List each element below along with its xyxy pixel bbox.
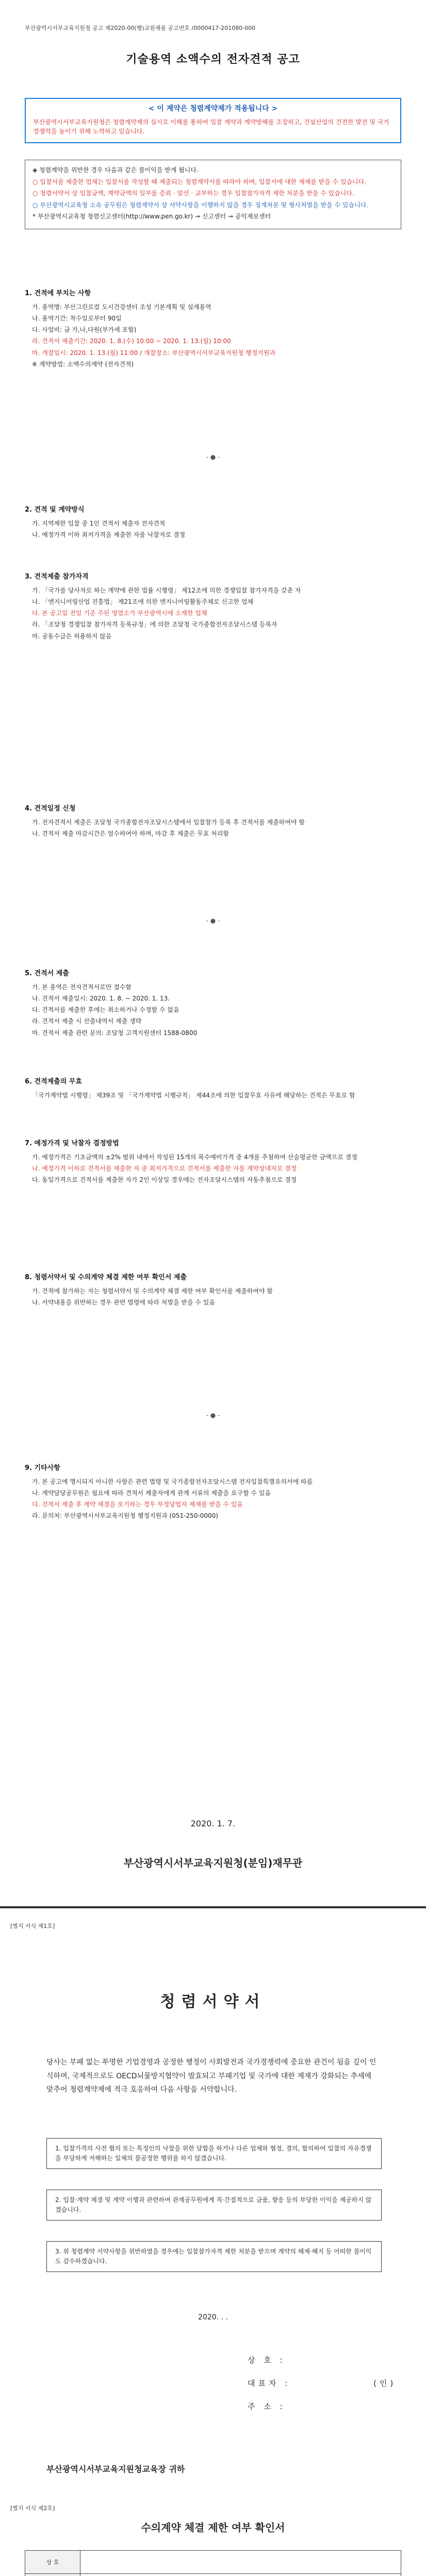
pledge-recipient: 부산광역시서부교육지원청교육장 귀하 <box>46 2464 185 2474</box>
notice-heading: < 이 계약은 청렴계약제가 적용됩니다 > <box>148 105 278 113</box>
section-title: 5. 견적서 제출 <box>25 970 69 977</box>
section-title: 4. 견적일정 신청 <box>25 805 76 812</box>
intro-line: ◈ 청렴계약을 위반한 경우 다음과 같은 불이익을 받게 됩니다. <box>32 166 199 174</box>
page-divider <box>0 1906 426 1908</box>
section-5 <box>25 969 401 1040</box>
section-6 <box>25 1077 401 1102</box>
intro-line: ○ 청렴서약서 상 입찰금액, 계약금액의 일부를 증뢰 · 알선 · 교부하는 경우 입찰참가자격 제한 처분을 받을 수 있습니다. <box>32 190 354 197</box>
pledge-title: 청렴서약서 <box>160 1993 266 2011</box>
section-line: 나. 용역기간: 착수일로부터 90일 <box>32 314 122 322</box>
row-label <box>25 2574 80 2576</box>
section-line: ※ 계약방법: 소액수의계약 (전자견적) <box>32 360 134 368</box>
signature-address-label: 주 소 : <box>248 2402 286 2411</box>
section-line: 마. 개찰일시: 2020. 1. 13.(월) 11:00 / 개찰장소: 부산광역시서부교육지원청 행정지원과 <box>32 349 276 357</box>
section-line: 나. 견적서 제출 마감시간은 엄수하여야 하며, 마감 후 제출은 무효 처리함 <box>32 829 229 837</box>
intro-line: * 부산광역시교육청 청렴신고센터(http://www.pen.go.kr) → 신고센터 → 공익제보센터 <box>32 213 271 221</box>
section-line: 나. 예정가격 이하로 견적서를 제출한 자 중 최저가격으로 견적서를 제출한 자를 계약상대자로 결정 <box>32 1164 297 1172</box>
section-line: 가. 지역제한 입찰 중 1인 견적서 제출자 전자견적 <box>32 519 166 527</box>
page-separator: - ● - <box>206 1412 220 1419</box>
intro-line: ○ 입찰서를 제출한 업체는 입찰서를 작성할 때 제출되는 청렴계약서를 따라야 하며, 입찰서에 대한 제재를 받을 수 있습니다. <box>32 178 367 185</box>
issuing-organization: 부산광역시서부교육지원청(분임)재무관 <box>123 1857 303 1869</box>
section-8 <box>25 1273 401 1309</box>
section-1 <box>25 289 401 371</box>
row-value[interactable] <box>80 2574 401 2576</box>
section-line: 가. 견적에 참가하는 자는 청렴서약서 및 수의계약 체결 제한 여부 확인서를 제출하여야 함 <box>32 1287 273 1295</box>
contractor-info-table <box>25 2550 401 2576</box>
section-line: 라. 견적서 제출 시 산출내역서 제출 생략 <box>32 1018 142 1025</box>
pledge-item: 3. 위 청렴계약 서약사항을 위반하였을 경우에는 입찰참가자격 제한 처분을 받으며 계약의 해제·해지 등 어떠한 불이익도 감수하겠습니다. <box>46 2241 382 2272</box>
signature-company <box>248 2354 286 2365</box>
section-title: 6. 견적제출의 무효 <box>25 1078 82 1086</box>
section-9 <box>25 1463 401 1523</box>
notice-number: 부산광역시서부교육지원청 공고 제2020-00(행)교원채용 공고번호 /0000417-201080-000 <box>25 25 256 31</box>
pledge-item: 2. 입찰·계약 체결 및 계약 이행과 관련하여 관계공무원에게 직·간접적으로 금품, 향응 등의 부당한 이익을 제공하지 않겠습니다. <box>46 2190 382 2221</box>
integrity-notice-box <box>25 98 401 143</box>
section-line: 가. 예정가격은 기초금액의 ±2% 범위 내에서 작성된 15개의 복수예비가격 중 4개를 추첨하여 산술평균한 금액으로 결정 <box>32 1153 357 1161</box>
section-line: 「국가계약법 시행령」 제39조 및 「국가계약법 시행규칙」 제44조에 의한 입찰무효 사유에 해당하는 견적은 무효로 함 <box>32 1091 355 1099</box>
table-row <box>25 2574 401 2576</box>
section-line: 가. 「국가를 당사자로 하는 계약에 관한 법률 시행령」 제12조에 의한 경쟁입찰 참가자격을 갖춘 자 <box>32 586 301 594</box>
section-line: 가. 용역명: 부산그린로컬 도시건강센터 조성 기본계획 및 설계용역 <box>32 303 211 311</box>
section-line: 가. 본 용역은 전자견적서로만 접수함 <box>32 983 132 991</box>
section-7 <box>25 1139 401 1187</box>
signature-company-label: 상 호 : <box>248 2355 286 2365</box>
section-title: 2. 견적 및 계약방식 <box>25 506 85 514</box>
page-separator: - ● - <box>206 917 220 924</box>
section-title: 3. 견적제출 참가자격 <box>25 573 89 581</box>
pledge-date: 2020. . . <box>198 2313 228 2321</box>
page-separator: - ● - <box>206 453 220 461</box>
section-3 <box>25 572 401 643</box>
intro-line: ○ 부산광역시교육청 소속 공무원은 청렴계약서 상 서약사항을 이행하지 않을 경우 징계처분 및 형사처벌을 받을 수 있습니다. <box>32 201 369 209</box>
section-line: 가. 본 공고에 명시되지 아니한 사항은 관련 법령 및 국가종합전자조달시스템 전자입찰특별유의서에 따름 <box>32 1478 313 1485</box>
signature-address <box>248 2401 286 2412</box>
row-value[interactable] <box>80 2551 401 2574</box>
section-line: 나. 예정가격 이하 최저가격을 제출한 자를 낙찰자로 결정 <box>32 531 186 538</box>
seal-mark: (인) <box>373 2379 397 2388</box>
section-2 <box>25 505 401 541</box>
section-title: 7. 예정가격 및 낙찰자 결정방법 <box>25 1140 119 1147</box>
section-line: 마. 공동수급은 허용하지 않음 <box>32 632 112 640</box>
section-line: 마. 견적서 제출 관련 문의: 조달청 고객지원센터 1588-0800 <box>32 1029 198 1037</box>
section-line: 나. 서약내용을 위반하는 경우 관련 법령에 따라 처벌을 받을 수 있음 <box>32 1298 215 1306</box>
pledge-item: 1. 입찰가격의 사전 협의 또는 특정인의 낙찰을 위한 담합을 하거나 다른 업체와 협정, 결의, 합의하여 입찰의 자유경쟁을 부당하게 저해하는 일체의 불공정한 행위를 하지 않겠습니다. <box>46 2138 382 2169</box>
section-line: 다. 견적서를 제출한 후에는 취소하거나 수정할 수 없음 <box>32 1006 179 1014</box>
table-row <box>25 2551 401 2574</box>
section-4 <box>25 804 401 840</box>
section-line: 라. 견적서 제출기간: 2020. 1. 8.(수) 10:00 ~ 2020. 1. 13.(월) 10:00 <box>32 337 231 345</box>
section-title: 9. 기타사항 <box>25 1464 60 1472</box>
signature-ceo-label: 대표자 : <box>248 2379 291 2388</box>
form-tag: [별지 서식 제1호] <box>10 1923 55 1929</box>
intro-box <box>25 160 401 229</box>
section-line: 다. 사업비: 금 가,나,다원(부가세 포함) <box>32 326 137 334</box>
section-line: 다. 동일가격으로 견적서를 제출한 자가 2인 이상일 경우에는 전자조달시스템의 자동추첨으로 결정 <box>32 1176 297 1184</box>
section-line: 나. 「엔지니어링산업 진흥법」 제21조에 의한 엔지니어링활동주체로 신고한 업체 <box>32 598 254 605</box>
pledge-body: 당사는 부패 없는 투명한 기업경영과 공정한 행정이 사회발전과 국가경쟁력에 중요한 관건이 됨을 깊이 인식하며, 국제적으로도 OECD뇌물방지협약이 발효되고 부패기업 및 국가에 대한 제재가 강화되는 추세에 맞추어 청렴계약제에 적극 호응하여 다음 사항을 서약합니다. <box>46 2058 376 2094</box>
announcement-date: 2020. 1. 7. <box>190 1819 236 1828</box>
form2-tag: [별지 서식 제2호] <box>10 2505 55 2512</box>
signature-ceo <box>248 2378 396 2388</box>
section-title: 8. 청렴서약서 및 수의계약 체결 제한 여부 확인서 제출 <box>25 1274 187 1281</box>
section-line: 다. 견적서 제출 후 계약 체결을 포기하는 경우 부정당업자 제재를 받을 수 있음 <box>32 1501 243 1509</box>
section-line: 라. 문의처: 부산광역시서부교육지원청 행정지원과 (051-250-0000) <box>32 1512 218 1520</box>
section-line: 라. 「조달청 경쟁입찰 참가자격 등록규정」에 의한 조달청 국가종합전자조달시스템 등록자 <box>32 621 277 629</box>
section-line: 다. 본 공고일 전일 기준 주된 영업소가 부산광역시에 소재한 업체 <box>32 609 207 617</box>
page-title: 기술용역 소액수의 전자견적 공고 <box>126 53 300 66</box>
section-line: 나. 견적서 제출일시: 2020. 1. 8. ~ 2020. 1. 13. <box>32 994 170 1002</box>
section-line: 가. 전자견적서 제출은 조달청 국가종합전자조달시스템에서 입찰참가 등록 후 견적서를 제출하여야 함 <box>32 818 305 826</box>
form2-title: 수의계약 체결 제한 여부 확인서 <box>141 2521 285 2534</box>
notice-body: 부산광역시서부교육지원청은 청렴계약제의 실시로 이해를 통하여 입찰 계약과 계약방해를 조장하고, 건설산업의 건전한 발전 및 국가경쟁력을 높이기 위해 노력하고 있습니다. <box>33 118 389 135</box>
section-title: 1. 견적에 부치는 사항 <box>25 290 91 297</box>
section-line: 나. 계약담당공무원은 필요에 따라 견적서 제출자에게 관계 서류의 제출을 요구할 수 있음 <box>32 1489 271 1497</box>
row-label: 상 호 <box>25 2551 80 2574</box>
